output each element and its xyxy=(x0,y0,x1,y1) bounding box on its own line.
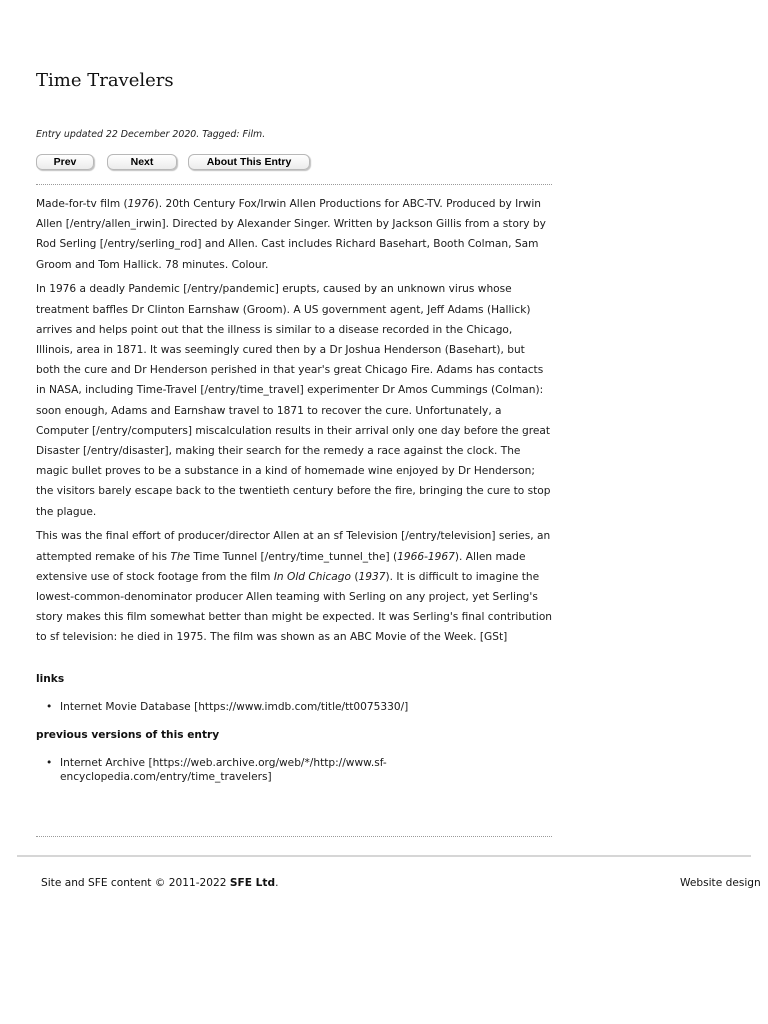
paragraph-segment: ( xyxy=(350,570,359,583)
paragraph-segment: ). 20th Century Fox/Irwin Allen Productions for ABC-TV. Produced by Irwin Allen [/entry/allen_irwin]. Directed by Alexander Singer. Written by Jackson Gillis from a story by Rod Serling [/entry/serling_rod] and Allen. Cast includes Richard Basehart, Booth Colman, Sam Groom and Tom Hallick. 78 minutes. Colour. xyxy=(36,198,546,271)
previous-versions-list xyxy=(60,756,440,784)
paragraph-segment: 1976 xyxy=(127,198,155,210)
footer xyxy=(41,877,768,889)
link-imdb[interactable]: • Internet Movie Database [https://www.imdb.com/title/tt0075330/] xyxy=(60,700,440,714)
paragraph-segment: Made-for-tv film ( xyxy=(36,198,128,210)
footer-copyright xyxy=(41,877,278,889)
divider-top xyxy=(36,184,552,185)
page-title: Time Travelers xyxy=(36,70,174,91)
entry-meta: Entry updated 22 December 2020. Tagged: Film. xyxy=(36,129,266,140)
footer-divider xyxy=(17,855,751,857)
entry-body xyxy=(36,194,552,652)
paragraph-segment: 1937 xyxy=(358,570,386,583)
paragraph-segment: 1966-1967 xyxy=(397,550,455,563)
previous-versions-heading: previous versions of this entry xyxy=(36,729,220,741)
next-button[interactable]: Next xyxy=(107,154,177,170)
links-heading: links xyxy=(36,673,65,685)
paragraph-segment: Time Tunnel [/entry/time_tunnel_the] ( xyxy=(190,550,398,563)
paragraph-segment: ). Allen made extensive use of stock footage from the film xyxy=(36,550,526,583)
divider-bottom xyxy=(36,836,552,837)
paragraph-segment: The xyxy=(170,550,191,563)
prev-button[interactable]: Prev xyxy=(36,154,94,170)
link-internet-archive[interactable]: • Internet Archive [https://web.archive.org/web/*/http://www.sf-encyclopedia.com/entry/time_travelers] xyxy=(60,756,440,784)
footer-design-credit: Website design xyxy=(680,877,761,889)
copyright-text: Site and SFE content © 2011-2022 xyxy=(41,877,230,889)
copyright-period: . xyxy=(275,877,279,889)
paragraph-3 xyxy=(36,526,552,647)
paragraph-segment: This was the final effort of producer/director Allen at an sf Television [/entry/television] series, an attempted remake of his xyxy=(36,530,551,563)
paragraph-segment: In Old Chicago xyxy=(273,570,351,583)
about-entry-button[interactable]: About This Entry xyxy=(188,154,310,170)
sfe-ltd-link[interactable]: SFE Ltd xyxy=(229,877,276,889)
paragraph-2 xyxy=(36,279,552,521)
paragraph-1 xyxy=(36,194,552,275)
entry-nav xyxy=(36,154,552,172)
links-list xyxy=(60,700,440,714)
paragraph-segment: ). It is difficult to imagine the lowest-common-denominator producer Allen teaming with Serling on any project, yet Serling's story makes this film somewhat better than might be expected. It was Serling's final contribution to sf television: he died in 1975. The film was shown as an ABC Movie of the Week. [GSt] xyxy=(36,570,553,644)
paragraph-segment: In 1976 a deadly Pandemic [/entry/pandemic] erupts, caused by an unknown virus whose treatment baffles Dr Clinton Earnshaw (Groom). A US government agent, Jeff Adams (Hallick) arrives and helps point out that the illness is similar to a disease recorded in the Chicago, Illinois, area in 1871. It was seemingly cured then by a Dr Joshua Henderson (Basehart), but both the cure and Dr Henderson perished in that year's great Chicago Fire. Adams has contacts in NASA, including Time-Travel [/entry/time_travel] experimenter Dr Amos Cummings (Colman): soon enough, Adams and Earnshaw travel to 1871 to recover the cure. Unfortunately, a Computer [/entry/computers] miscalculation results in their arrival only one day before the great Disaster [/entry/disaster], making their search for the remedy a race against the clock. The magic bullet proves to be a substance in a kind of homemade wine enjoyed by Dr Henderson; the visitors barely escape back to the twentieth century before the fire, bringing the cure to stop the plague. xyxy=(36,283,551,518)
